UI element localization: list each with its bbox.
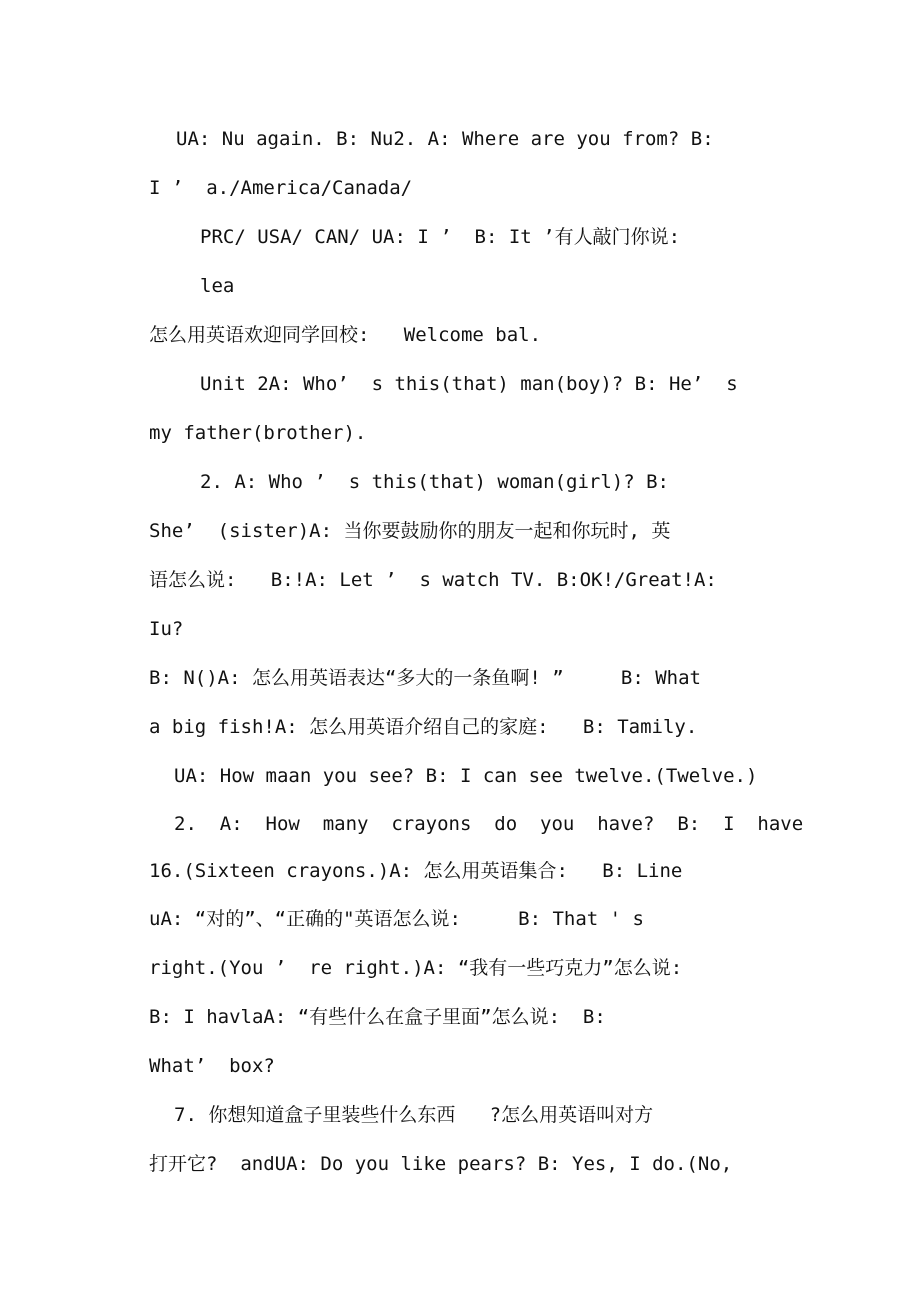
text-line: B: N()A: 怎么用英语表达“多大的一条鱼啊! ” B: What <box>149 667 701 689</box>
text-line: 2. A: How many crayons do you have? B: I have <box>174 813 804 835</box>
text-line: B: I havlaA: “有些什么在盒子里面”怎么说: B: <box>149 1006 606 1028</box>
text-line: uA: “对的”、“正确的"英语怎么说: B: That ' s <box>149 908 644 930</box>
text-line: 怎么用英语欢迎同学回校: Welcome bal. <box>149 324 542 346</box>
text-line: a big fish!A: 怎么用英语介绍自己的家庭: B: Tamily. <box>149 716 698 738</box>
text-line: 语怎么说: B:!A: Let ’ s watch TV. B:OK!/Great!A: <box>149 569 717 591</box>
text-line: my father(brother). <box>149 422 367 444</box>
text-line: 7. 你想知道盒子里装些什么东西 ?怎么用英语叫对方 <box>174 1104 654 1126</box>
text-line: UA: Nu again. B: Nu2. A: Where are you from? B: <box>176 128 714 150</box>
text-line: Unit 2A: Who’ s this(that) man(boy)? B: He’ s <box>200 373 738 395</box>
text-line: 2. A: Who ’ s this(that) woman(girl)? B: <box>200 471 669 493</box>
text-line: 16.(Sixteen crayons.)A: 怎么用英语集合: B: Line <box>149 860 683 882</box>
text-line: UA: How maan you see? B: I can see twelve.(Twelve.) <box>174 765 758 787</box>
text-line: I ’ a./America/Canada/ <box>149 177 413 199</box>
text-line: She’ (sister)A: 当你要鼓励你的朋友一起和你玩时, 英 <box>149 520 671 542</box>
text-line: lea <box>200 275 235 297</box>
text-line: right.(You ’ re right.)A: “我有一些巧克力”怎么说: <box>149 957 683 979</box>
text-line: Iu? <box>149 618 184 640</box>
text-line: PRC/ USA/ CAN/ UA: I ’ B: It ’有人敲门你说: <box>200 226 681 248</box>
text-line: 打开它? andUA: Do you like pears? B: Yes, I do.(No, <box>149 1153 733 1175</box>
text-line: What’ box? <box>149 1055 275 1077</box>
